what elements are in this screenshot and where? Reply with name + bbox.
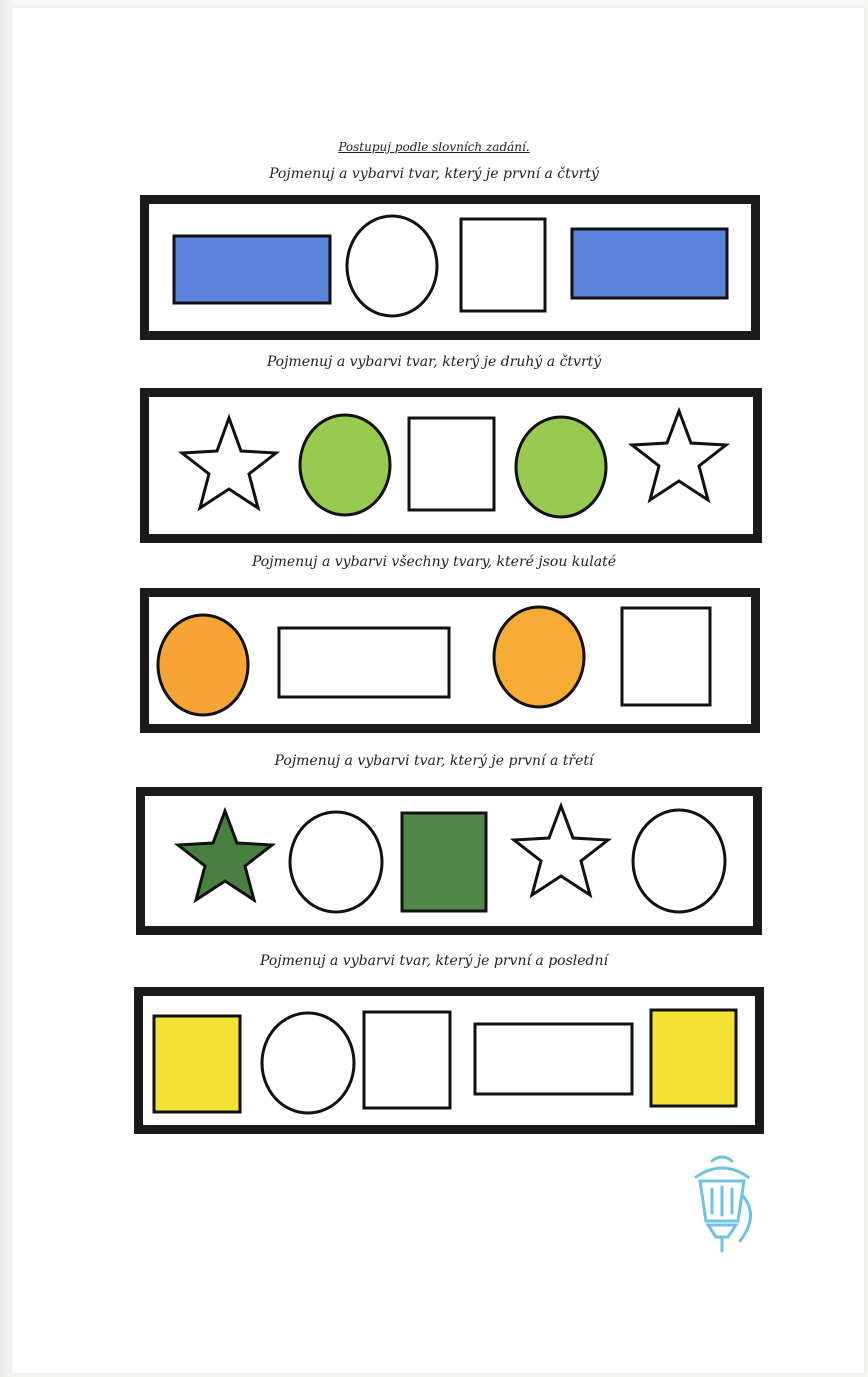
task-1-instruction: Pojmenuj a vybarvi tvar, který je první a čtvrtý [269,166,599,182]
task-5-instruction: Pojmenuj a vybarvi tvar, který je první a poslední [259,953,609,969]
task-5-shape-3-square [364,1012,450,1108]
task-5-shape-5-square [651,1010,736,1106]
task-3-instruction: Pojmenuj a vybarvi všechny tvary, které jsou kulaté [251,554,617,570]
worksheet-title: Postupuj podle slovních zadání. [338,140,530,154]
task-5-shape-2-circle [262,1013,354,1113]
task-2-instruction: Pojmenuj a vybarvi tvar, který je druhý a čtvrtý [266,354,602,370]
task-4-instruction: Pojmenuj a vybarvi tvar, který je první a třetí [274,753,594,769]
task-5-shape-4-rectangle [475,1024,632,1094]
task-5-shape-1-square [154,1016,240,1112]
lantern-stamp-icon [682,1155,762,1255]
